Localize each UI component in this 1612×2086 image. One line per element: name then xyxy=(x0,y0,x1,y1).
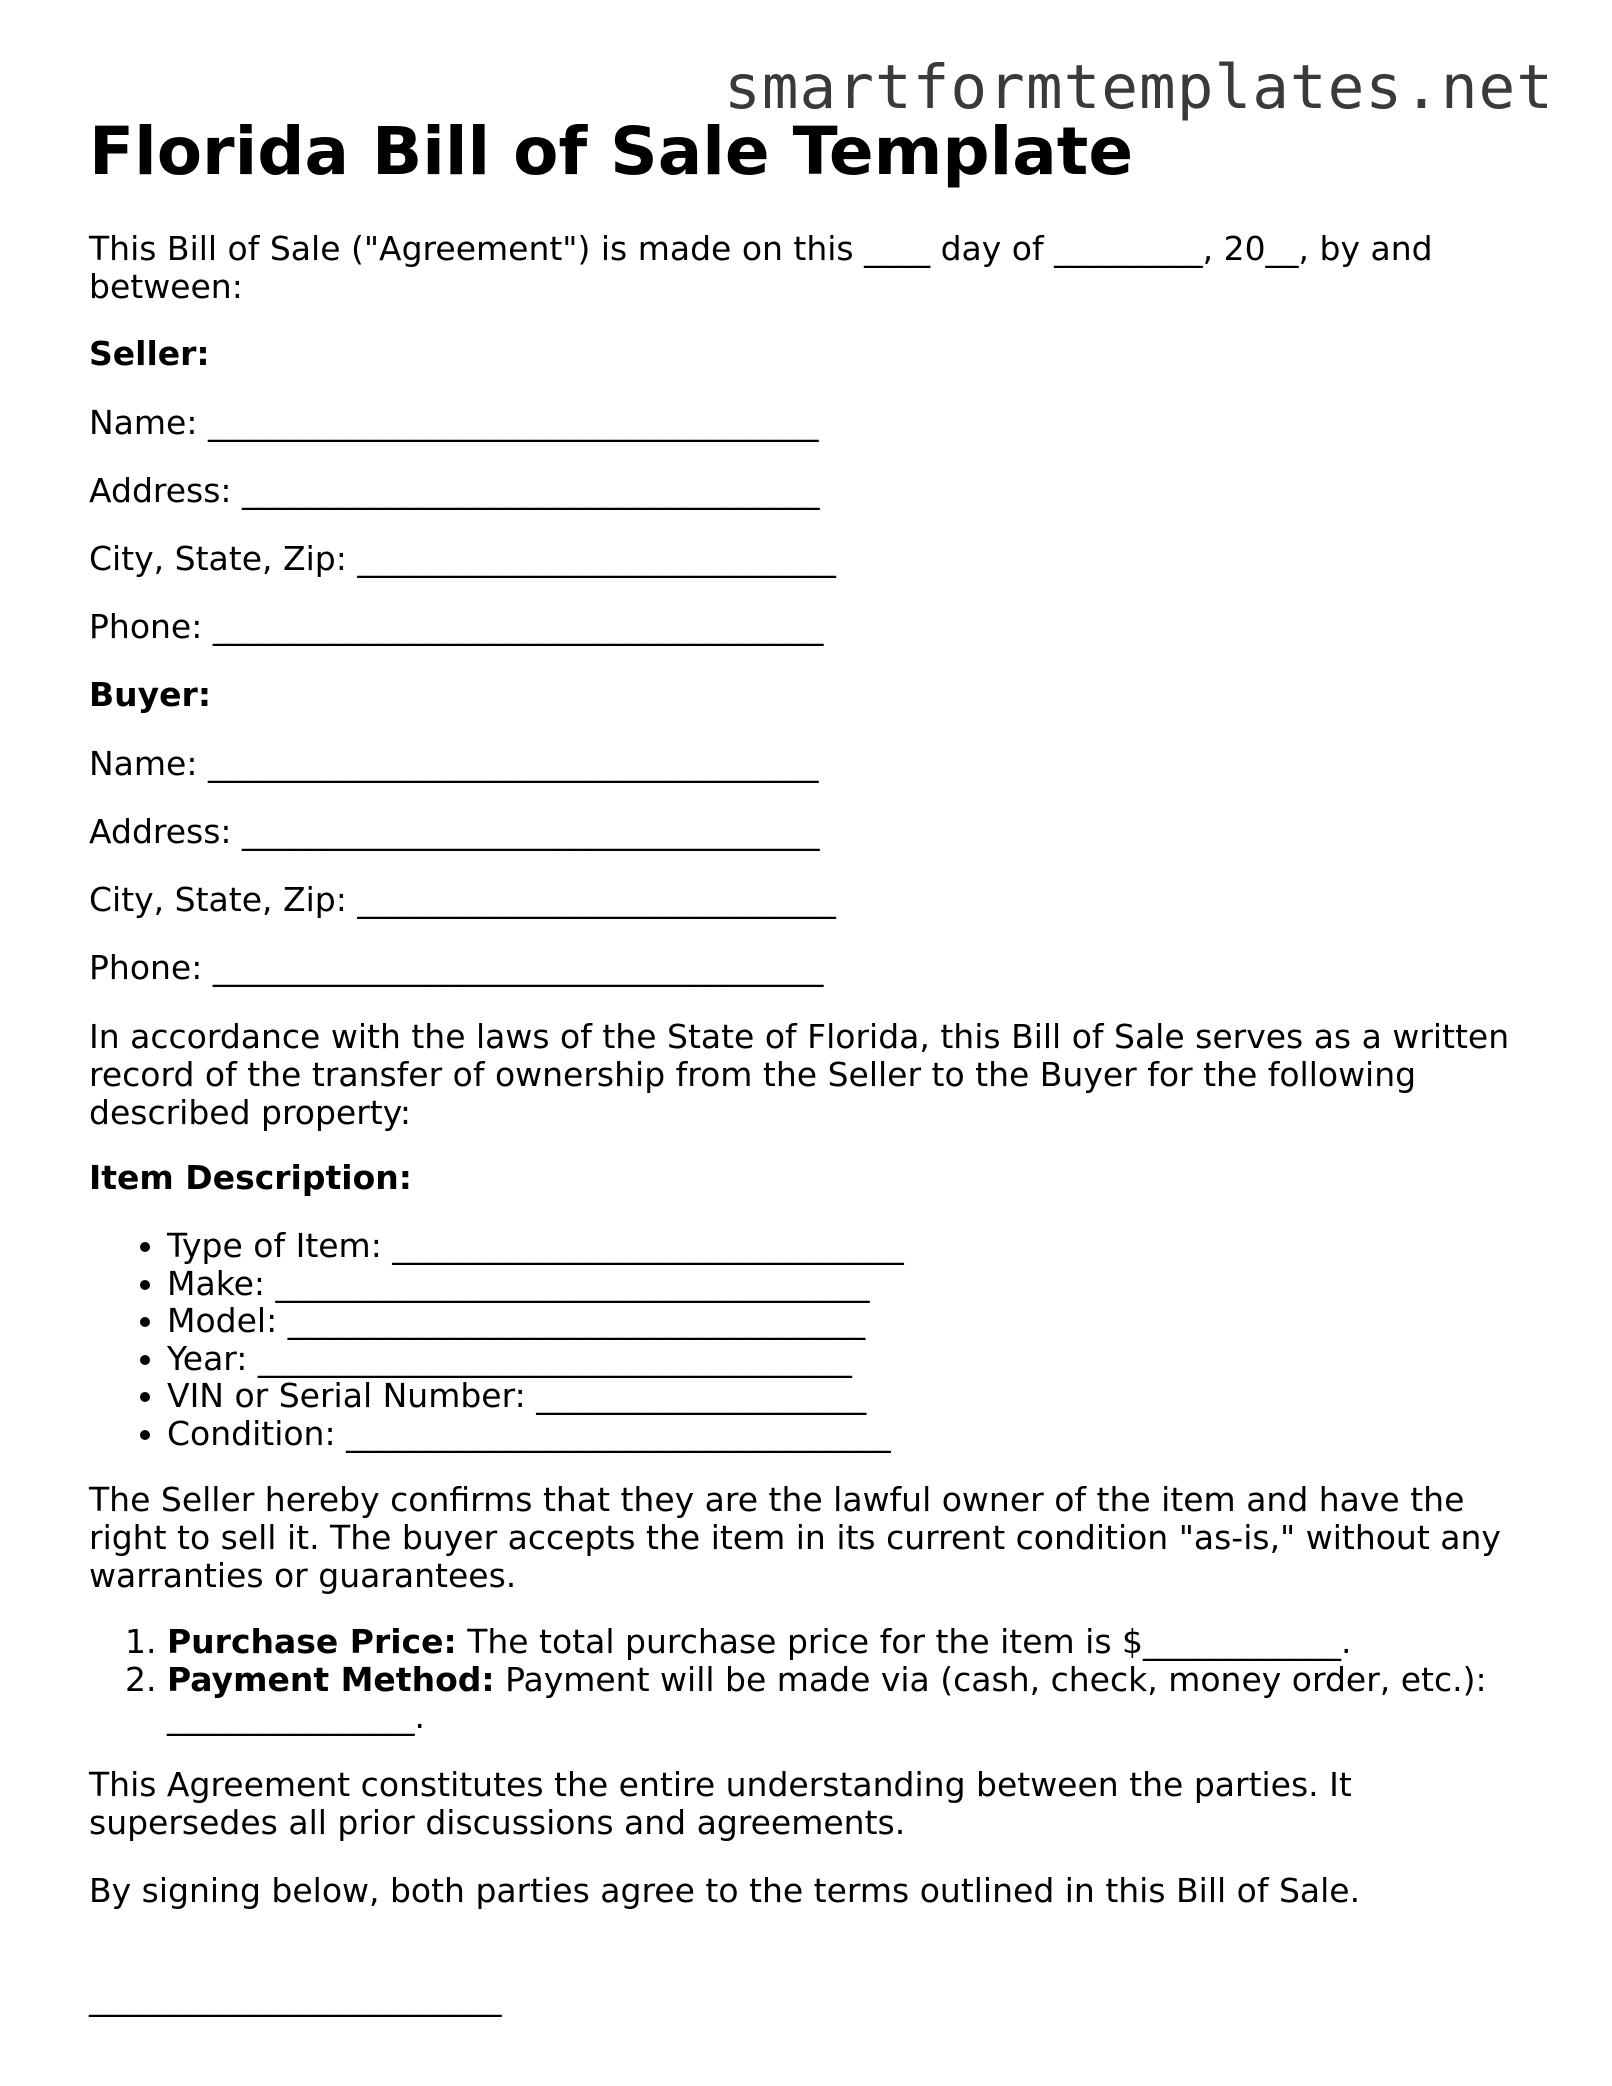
signature-line[interactable]: _________________________ xyxy=(89,1978,502,2017)
seller-heading: Seller: xyxy=(89,334,210,373)
item-condition-field[interactable]: • Condition: _________________________________ xyxy=(167,1415,904,1453)
watermark-text: smartformtemplates.net xyxy=(724,52,1554,123)
buyer-city-field[interactable]: City, State, Zip: _____________________________ xyxy=(89,880,836,919)
buyer-name-field[interactable]: Name: _____________________________________ xyxy=(89,744,819,783)
intro-paragraph: This Bill of Sale ("Agreement") is made on this ____ day of _________, 20__, by and between: xyxy=(89,229,1433,306)
item-type-field[interactable]: • Type of Item: _______________________________ xyxy=(167,1227,904,1265)
item-vin-field[interactable]: • VIN or Serial Number: ____________________ xyxy=(167,1377,904,1415)
seller-city-field[interactable]: City, State, Zip: _____________________________ xyxy=(89,539,836,578)
seller-address-field[interactable]: Address: ___________________________________ xyxy=(89,471,820,510)
item-description-heading: Item Description: xyxy=(89,1158,412,1197)
entire-agreement-paragraph: This Agreement constitutes the entire understanding between the parties. It supersedes all prior discussions and agreements. xyxy=(89,1765,1352,1842)
document-title: Florida Bill of Sale Template xyxy=(89,113,1134,190)
terms-list xyxy=(89,1623,1539,1736)
record-paragraph: In accordance with the laws of the State of Florida, this Bill of Sale serves as a written record of the transfer of ownership from the Seller to the Buyer for the following described property: xyxy=(89,1017,1510,1132)
item-make-field[interactable]: • Make: ____________________________________ xyxy=(167,1265,904,1303)
purchase-price-term[interactable] xyxy=(167,1623,1539,1661)
seller-name-field[interactable]: Name: _____________________________________ xyxy=(89,403,819,442)
item-description-list xyxy=(89,1227,904,1453)
item-model-field[interactable]: • Model: ___________________________________ xyxy=(167,1302,904,1340)
document-page xyxy=(89,108,1539,2017)
confirm-paragraph: The Seller hereby confirms that they are the lawful owner of the item and have the right to sell it. The buyer accepts the item in its current condition "as-is," without any warranties or guarantees. xyxy=(89,1480,1501,1595)
payment-method-label: Payment Method: xyxy=(167,1659,495,1699)
purchase-price-label: Purchase Price: xyxy=(167,1622,457,1661)
purchase-price-text: The total purchase price for the item is $____________. xyxy=(456,1622,1352,1661)
seller-phone-field[interactable]: Phone: _____________________________________ xyxy=(89,607,824,646)
item-year-field[interactable]: • Year: ____________________________________ xyxy=(167,1340,904,1378)
signing-paragraph: By signing below, both parties agree to the terms outlined in this Bill of Sale. xyxy=(89,1871,1361,1910)
payment-method-text: Payment will be made via (cash, check, money order, etc.): _______________. xyxy=(167,1659,1487,1737)
buyer-heading: Buyer: xyxy=(89,675,212,714)
payment-method-term[interactable] xyxy=(167,1661,1539,1736)
buyer-address-field[interactable]: Address: ___________________________________ xyxy=(89,812,820,851)
buyer-phone-field[interactable]: Phone: _____________________________________ xyxy=(89,948,824,987)
